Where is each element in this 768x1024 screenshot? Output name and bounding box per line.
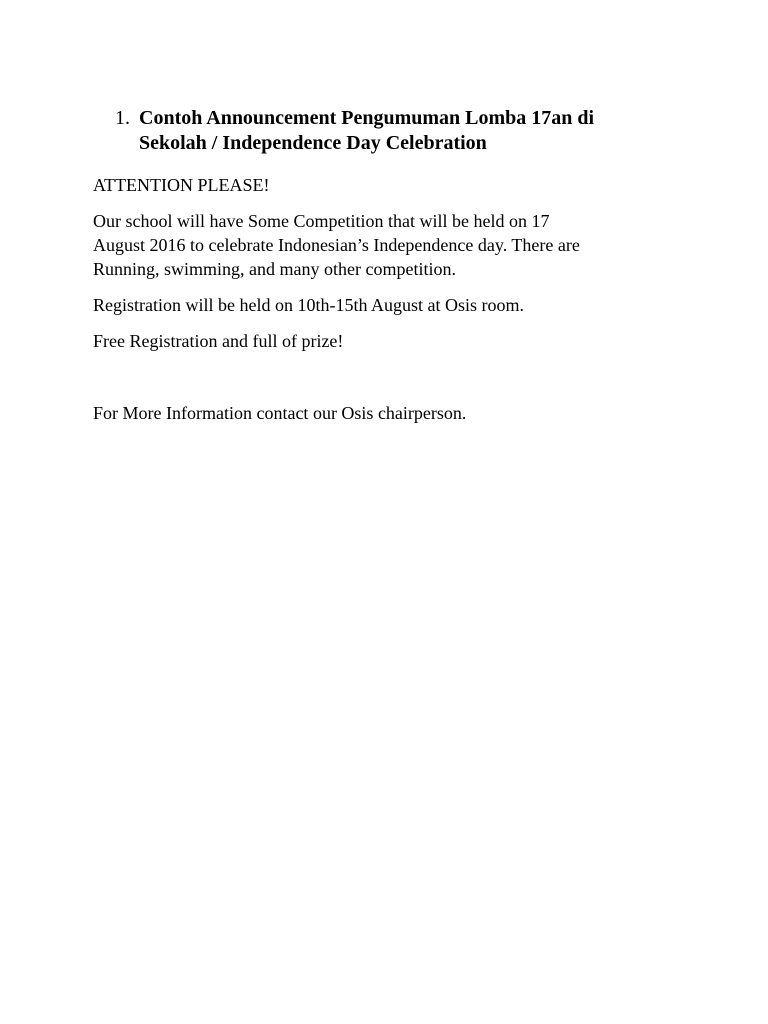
competition-paragraph <box>93 209 693 281</box>
attention-line: ATTENTION PLEASE! <box>93 175 270 195</box>
paragraph-line-1: Our school will have Some Competition that will be held on 17 <box>93 211 550 231</box>
paragraph-line-2: August 2016 to celebrate Indonesian’s Independence day. There are <box>93 235 580 255</box>
heading-line-2: Sekolah / Independence Day Celebration <box>139 132 487 154</box>
paragraph-line-3: Running, swimming, and many other competition. <box>93 259 456 279</box>
free-registration-paragraph: Free Registration and full of prize! <box>93 331 344 351</box>
heading-title <box>139 106 594 156</box>
heading-line-1: Contoh Announcement Pengumuman Lomba 17an di <box>139 107 595 129</box>
list-number: 1. <box>115 107 130 129</box>
announcement-heading <box>115 106 695 156</box>
announcement-body <box>93 173 693 437</box>
registration-paragraph: Registration will be held on 10th-15th August at Osis room. <box>93 295 524 315</box>
more-info-paragraph: For More Information contact our Osis chairperson. <box>93 403 467 423</box>
